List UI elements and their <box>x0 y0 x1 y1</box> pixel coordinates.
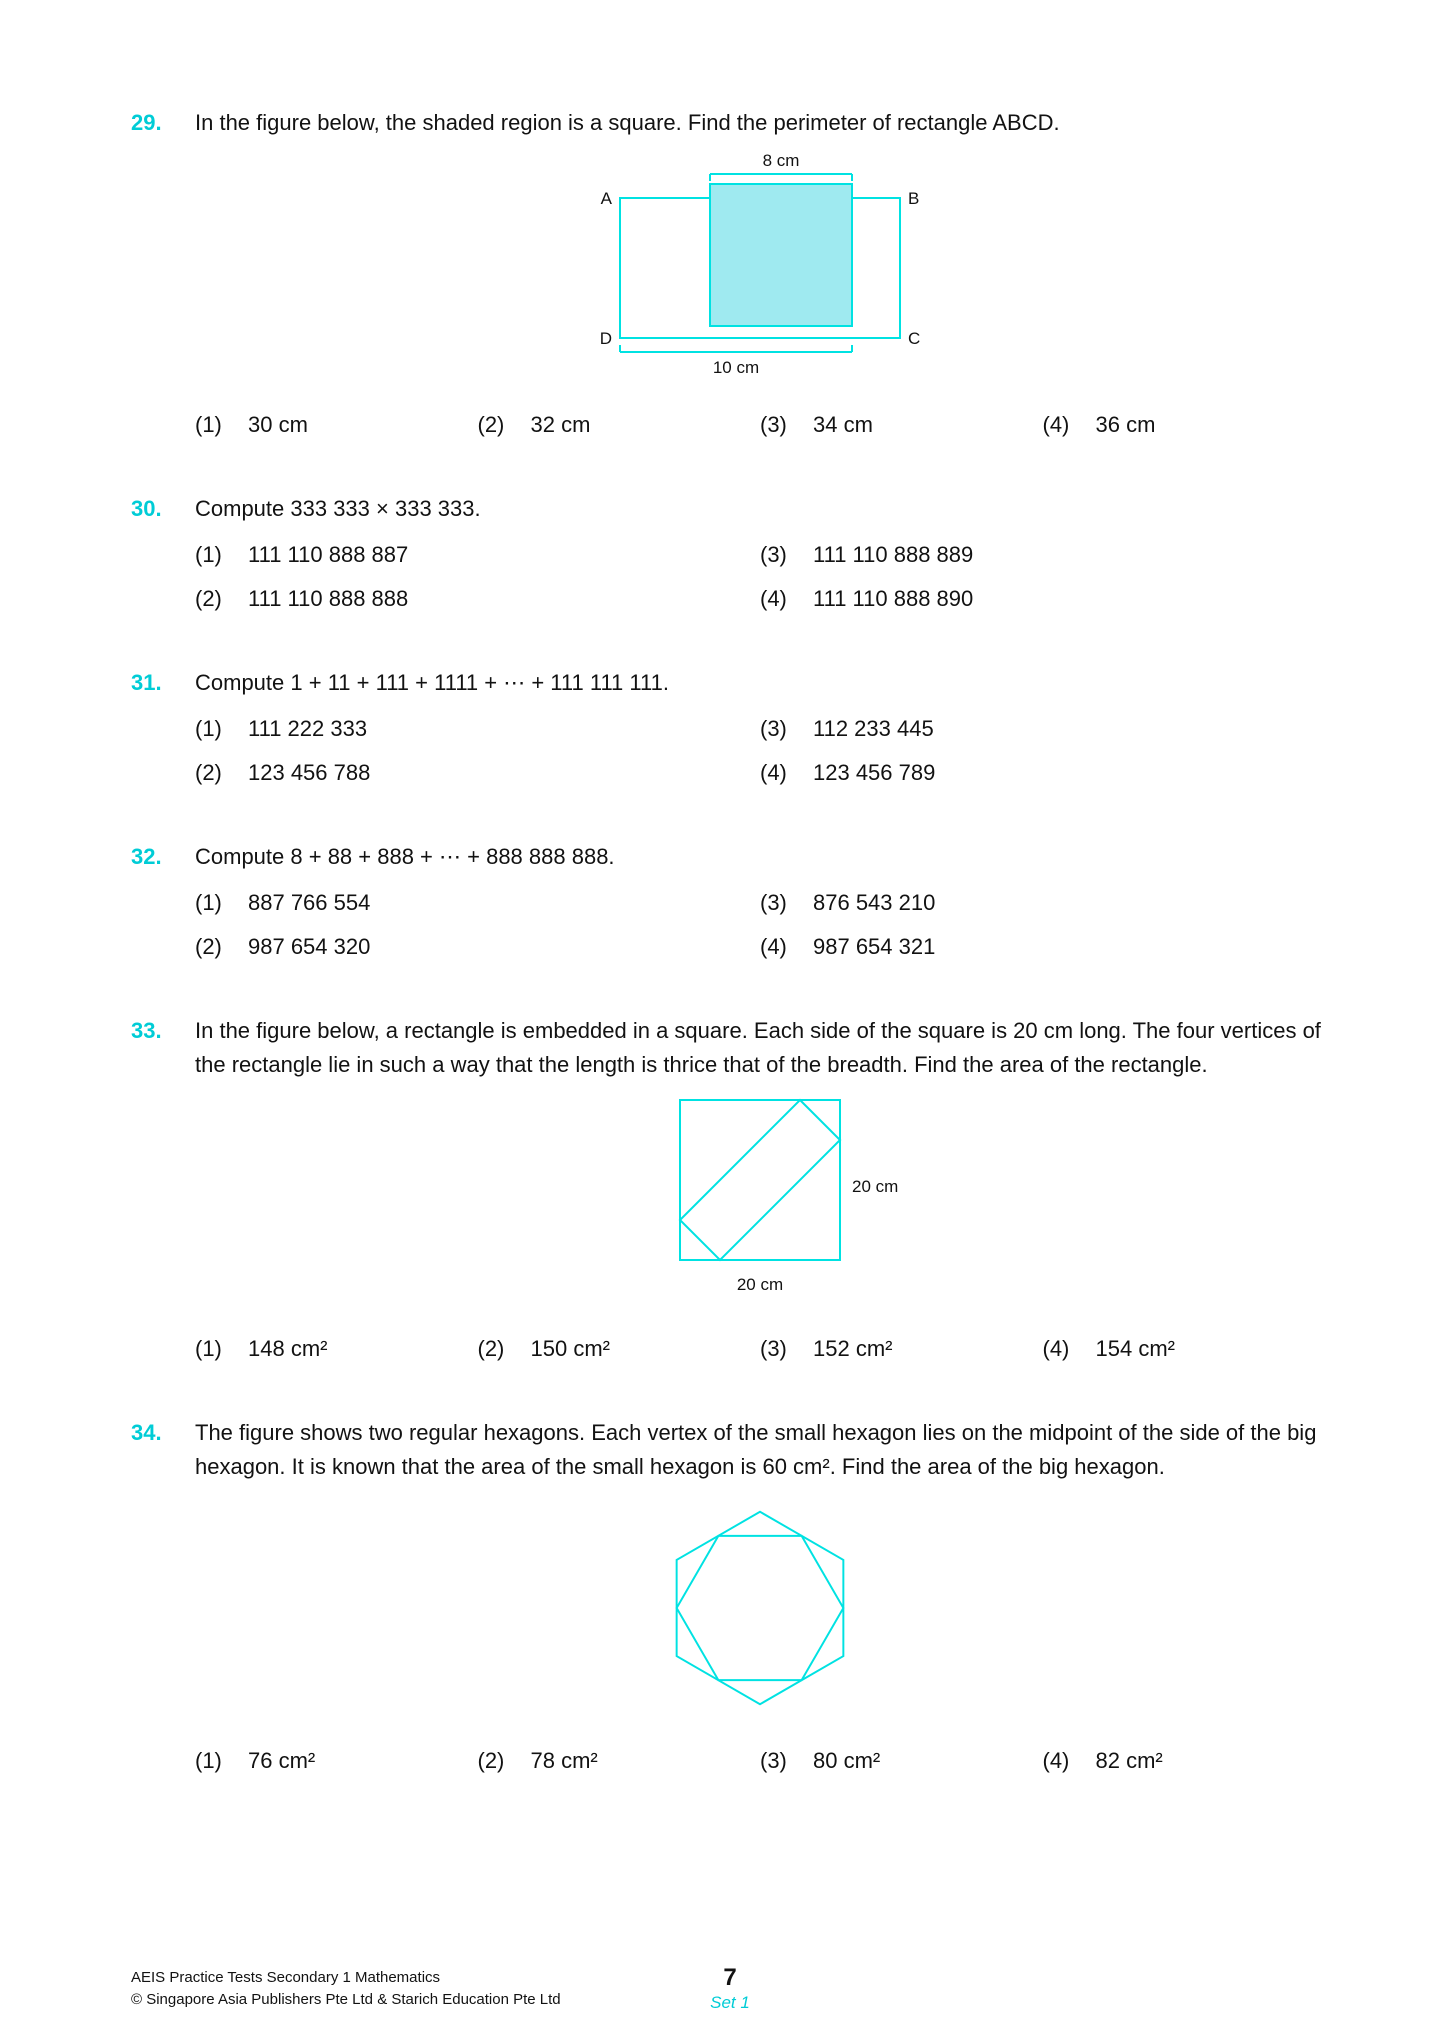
footer-copyright: © Singapore Asia Publishers Pte Ltd & Starich Education Pte Ltd <box>131 1991 561 2008</box>
question-31 <box>131 666 1325 790</box>
question-29 <box>131 106 1325 442</box>
tilted-rectangle <box>680 1100 840 1260</box>
options-row <box>195 538 1325 572</box>
option-1 <box>195 408 478 442</box>
options-row <box>195 408 1325 442</box>
figure-hexagons <box>195 1500 1325 1722</box>
option-3 <box>760 1744 1043 1778</box>
option-1 <box>195 538 760 572</box>
option-number: (3) <box>760 1336 787 1361</box>
option-3 <box>760 538 1325 572</box>
option-number: (1) <box>195 890 222 915</box>
option-2 <box>478 1332 761 1366</box>
option-4 <box>1043 1332 1326 1366</box>
option-value: 111 110 888 889 <box>813 542 974 567</box>
option-2 <box>478 408 761 442</box>
option-number: (2) <box>195 586 222 611</box>
option-number: (2) <box>477 1748 505 1773</box>
option-value: 36 cm <box>1095 412 1156 437</box>
option-value: 30 cm <box>248 412 308 437</box>
question-number: 31. <box>131 670 162 695</box>
option-1 <box>195 1332 478 1366</box>
option-value: 150 cm² <box>530 1336 610 1361</box>
option-2 <box>195 756 760 790</box>
option-number: (2) <box>195 760 222 785</box>
option-2 <box>195 930 760 964</box>
dim-right-label: 20 cm <box>852 1177 899 1196</box>
question-number: 29. <box>131 110 162 135</box>
question-text: Compute 8 + 88 + 888 + ⋯ + 888 888 888. <box>195 844 615 869</box>
option-value: 82 cm² <box>1095 1748 1163 1773</box>
options-row <box>195 756 1325 790</box>
options-row <box>195 1332 1325 1366</box>
question-text: In the figure below, the shaded region is a square. Find the perimeter of rectangle ABCD. <box>195 110 1060 135</box>
option-4 <box>760 756 1325 790</box>
option-3 <box>760 886 1325 920</box>
corner-label-a: A <box>600 189 612 208</box>
question-number: 32. <box>131 844 162 869</box>
option-number: (4) <box>760 760 787 785</box>
set-label: Set 1 <box>710 1993 750 2012</box>
question-number: 33. <box>131 1018 162 1043</box>
option-number: (3) <box>760 1748 787 1773</box>
option-number: (1) <box>195 716 222 741</box>
corner-label-c: C <box>908 329 921 348</box>
option-value: 112 233 445 <box>813 716 934 741</box>
dim-bottom-bracket <box>620 345 852 352</box>
question-text: Compute 1 + 11 + 111 + 1111 + ⋯ + 111 111 111. <box>195 670 669 695</box>
big-hexagon <box>677 1512 844 1704</box>
option-number: (2) <box>195 934 222 959</box>
dim-top-bracket <box>710 174 852 181</box>
option-number: (2) <box>477 412 505 437</box>
option-4 <box>1043 1744 1326 1778</box>
options-row <box>195 712 1325 746</box>
figure-q33-svg <box>610 1092 910 1304</box>
options-row <box>195 1744 1325 1778</box>
option-number: (1) <box>195 1748 222 1773</box>
question-30 <box>131 492 1325 616</box>
option-value: 111 110 888 890 <box>813 586 974 611</box>
options-row <box>195 582 1325 616</box>
option-value: 123 456 789 <box>813 760 936 785</box>
option-4 <box>760 930 1325 964</box>
dim-top-label: 8 cm <box>762 152 800 170</box>
option-value: 111 110 888 887 <box>248 542 409 567</box>
option-value: 111 222 333 <box>248 716 368 741</box>
option-value: 111 110 888 888 <box>248 586 409 611</box>
option-value: 32 cm <box>530 412 591 437</box>
option-value: 154 cm² <box>1095 1336 1175 1361</box>
figure-q34-svg <box>641 1500 879 1716</box>
question-number: 30. <box>131 496 162 521</box>
option-number: (4) <box>1042 1336 1070 1361</box>
option-number: (3) <box>760 890 787 915</box>
question-text: In the figure below, a rectangle is embedded in a square. Each side of the square is 20 cm long. The four vertices of the rectangle lie in such a way that the length is thrice that of the breadth. Find the area of the rectangle. <box>195 1018 1321 1077</box>
option-value: 987 654 320 <box>248 934 371 959</box>
question-number: 34. <box>131 1420 162 1445</box>
option-number: (3) <box>760 412 787 437</box>
dim-bottom-label: 20 cm <box>736 1275 784 1294</box>
option-1 <box>195 1744 478 1778</box>
option-3 <box>760 1332 1043 1366</box>
question-34 <box>131 1416 1325 1778</box>
option-value: 123 456 788 <box>248 760 371 785</box>
option-value: 80 cm² <box>813 1748 881 1773</box>
dim-bottom-label: 10 cm <box>712 358 760 377</box>
option-2 <box>195 582 760 616</box>
shaded-square <box>710 184 852 326</box>
question-text: The figure shows two regular hexagons. Each vertex of the small hexagon lies on the midpoint of the side of the big hexagon. It is known that the area of the small hexagon is 60 cm². Find the area of the big hexagon. <box>195 1420 1317 1479</box>
options-row <box>195 930 1325 964</box>
option-1 <box>195 886 760 920</box>
option-value: 152 cm² <box>813 1336 893 1361</box>
option-number: (1) <box>195 542 222 567</box>
question-text: Compute 333 333 × 333 333. <box>195 496 481 521</box>
option-number: (3) <box>760 542 787 567</box>
option-value: 76 cm² <box>248 1748 316 1773</box>
corner-label-b: B <box>908 189 920 208</box>
footer-page-info <box>660 1965 800 2015</box>
option-number: (4) <box>760 586 787 611</box>
options-row <box>195 886 1325 920</box>
option-3 <box>760 712 1325 746</box>
option-4 <box>760 582 1325 616</box>
option-value: 887 766 554 <box>248 890 371 915</box>
option-2 <box>478 1744 761 1778</box>
option-value: 148 cm² <box>248 1336 328 1361</box>
option-3 <box>760 408 1043 442</box>
figure-rectangle-square <box>195 152 1325 386</box>
option-4 <box>1043 408 1326 442</box>
option-number: (3) <box>760 716 787 741</box>
page-number: 7 <box>723 1964 737 1991</box>
option-1 <box>195 712 760 746</box>
figure-q29-svg <box>560 152 960 380</box>
option-value: 987 654 321 <box>813 934 936 959</box>
figure-square-rectangle <box>195 1092 1325 1310</box>
option-value: 876 543 210 <box>813 890 936 915</box>
footer-publisher <box>131 1967 561 2011</box>
question-32 <box>131 840 1325 964</box>
corner-label-d: D <box>599 329 612 348</box>
option-number: (1) <box>195 1336 222 1361</box>
option-number: (4) <box>1042 412 1070 437</box>
outer-square <box>680 1100 840 1260</box>
option-value: 78 cm² <box>530 1748 598 1773</box>
option-number: (4) <box>1042 1748 1070 1773</box>
option-number: (2) <box>477 1336 505 1361</box>
option-number: (4) <box>760 934 787 959</box>
small-hexagon <box>677 1536 844 1680</box>
option-value: 34 cm <box>813 412 873 437</box>
question-33 <box>131 1014 1325 1366</box>
option-number: (1) <box>195 412 222 437</box>
footer-series-title: AEIS Practice Tests Secondary 1 Mathematics <box>131 1969 441 1986</box>
